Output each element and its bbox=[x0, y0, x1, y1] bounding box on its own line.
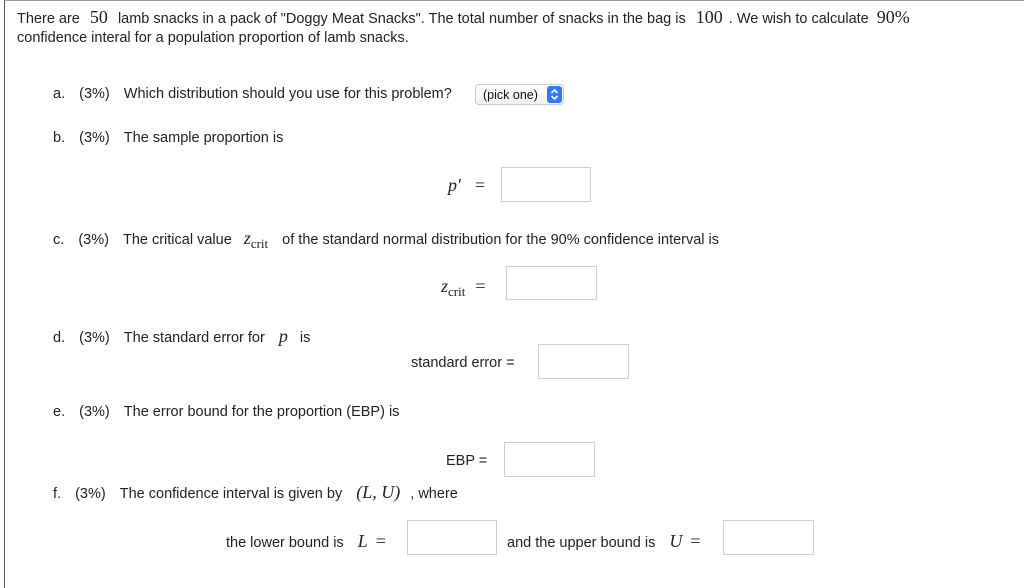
lower-bound-equals: = bbox=[375, 531, 386, 551]
lower-bound-input[interactable] bbox=[407, 520, 497, 555]
intro-total-count: 100 bbox=[695, 7, 723, 27]
intro-line-2: confidence interal for a population proportion of lamb snacks. bbox=[17, 30, 409, 46]
part-b-tag: b. bbox=[53, 130, 66, 146]
z-crit-input[interactable] bbox=[506, 266, 597, 300]
intro-confidence: 90% bbox=[876, 7, 910, 27]
intro-lamb-count: 50 bbox=[89, 7, 108, 27]
p-prime-equals: = bbox=[474, 175, 486, 195]
upper-bound-equals: = bbox=[690, 531, 701, 551]
part-d-text-post: is bbox=[299, 330, 311, 346]
part-c-points: (3%) bbox=[78, 232, 109, 248]
distribution-select-value: (pick one) bbox=[483, 88, 538, 102]
z-crit-equals: = bbox=[475, 276, 486, 296]
part-b bbox=[53, 130, 283, 146]
p-prime-label bbox=[448, 175, 485, 196]
interval-notation: (L, U) bbox=[356, 482, 401, 502]
upper-bound-label bbox=[507, 531, 701, 552]
part-f-points: (3%) bbox=[75, 486, 106, 502]
part-d-tag: d. bbox=[53, 330, 66, 346]
upper-bound-input[interactable] bbox=[723, 520, 814, 555]
p-symbol: p bbox=[278, 326, 288, 346]
part-c bbox=[53, 228, 719, 249]
part-e bbox=[53, 404, 399, 420]
part-a-text: Which distribution should you use for this problem? bbox=[123, 86, 452, 102]
part-a-tag: a. bbox=[53, 86, 66, 102]
part-d-points: (3%) bbox=[79, 330, 110, 346]
part-f-text-pre: The confidence interval is given by bbox=[119, 486, 343, 502]
part-b-text: The sample proportion is bbox=[123, 130, 284, 146]
p-prime-input[interactable] bbox=[501, 167, 591, 202]
part-c-tag: c. bbox=[53, 232, 65, 248]
part-e-tag: e. bbox=[53, 404, 66, 420]
intro-text-3: . We wish to calculate bbox=[728, 11, 869, 27]
part-f-tag: f. bbox=[53, 486, 62, 502]
intro-text-2: lamb snacks in a pack of "Doggy Meat Snacks". The total number of snacks in the bag is bbox=[117, 11, 686, 27]
select-updown-icon bbox=[547, 86, 562, 103]
distribution-select[interactable] bbox=[475, 84, 564, 105]
lower-bound-text: the lower bound is bbox=[226, 535, 344, 551]
ebp-input[interactable] bbox=[504, 442, 595, 477]
z-crit-label-symbol bbox=[441, 276, 466, 299]
lower-bound-label bbox=[226, 531, 386, 552]
intro-text-1: There are bbox=[17, 11, 80, 27]
standard-error-label: standard error = bbox=[411, 355, 515, 371]
upper-bound-symbol: U bbox=[669, 531, 683, 551]
part-e-points: (3%) bbox=[79, 404, 110, 420]
z-label-subscript: crit bbox=[448, 284, 466, 299]
part-f-text-post: , where bbox=[410, 486, 458, 502]
z-subscript: crit bbox=[250, 236, 269, 251]
z-crit-symbol bbox=[243, 228, 269, 251]
intro-line-1 bbox=[17, 7, 910, 28]
part-c-text-pre: The critical value bbox=[122, 232, 232, 248]
part-a bbox=[53, 86, 452, 102]
upper-bound-text: and the upper bound is bbox=[507, 535, 656, 551]
z-var: z bbox=[243, 228, 251, 248]
part-d-text-pre: The standard error for bbox=[123, 330, 265, 346]
part-b-points: (3%) bbox=[79, 130, 110, 146]
part-c-text-post: of the standard normal distribution for the 90% confidence interval is bbox=[282, 232, 720, 248]
ebp-label: EBP = bbox=[446, 453, 488, 469]
part-f bbox=[53, 482, 458, 503]
part-a-points: (3%) bbox=[79, 86, 110, 102]
p-prime-symbol: p′ bbox=[448, 175, 461, 195]
part-d bbox=[53, 326, 310, 347]
z-label-var: z bbox=[441, 276, 449, 296]
z-crit-label bbox=[441, 276, 486, 297]
standard-error-input[interactable] bbox=[538, 344, 629, 379]
lower-bound-symbol: L bbox=[357, 531, 368, 551]
part-e-text: The error bound for the proportion (EBP) is bbox=[123, 404, 400, 420]
